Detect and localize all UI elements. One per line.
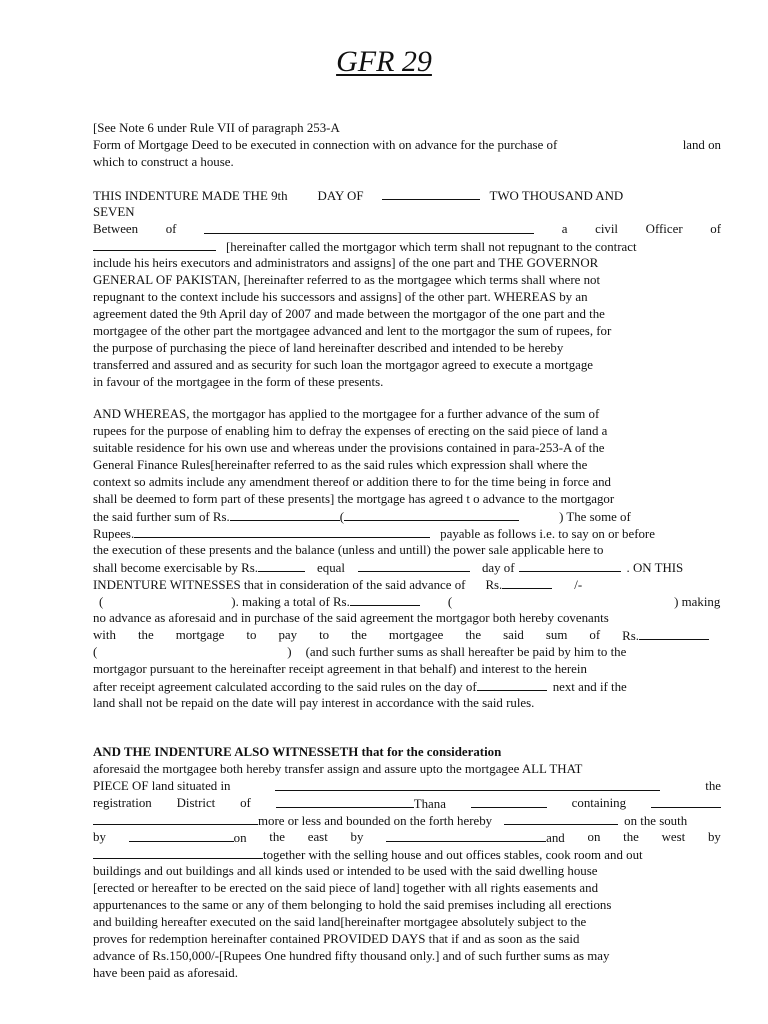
indenture-line: agreement dated the 9th April day of 2007 and made between the mortgagor of the one part and the: [93, 307, 605, 321]
intro-line: which to construct a house.: [93, 155, 234, 169]
witnesseth-line: more or less and bounded on the forth hereby on the south: [93, 812, 721, 830]
whereas-line: shall be deemed to form part of these presents] the mortgage has agreed t o advance to the mortgagor: [93, 492, 615, 506]
east-boundary-blank[interactable]: [386, 829, 546, 842]
witnesseth-line: have been paid as aforesaid.: [93, 966, 238, 980]
witnesseth-line: PIECE OF land situated in the: [93, 779, 721, 793]
whereas-line: AND WHEREAS, the mortgagor has applied to the mortgagee for a further advance of the sum of: [93, 407, 600, 421]
witnesseth-line: appurtenances to the same or any of them belonging to hold the said premises including all erections: [93, 898, 612, 912]
equal-blank[interactable]: [358, 559, 470, 572]
witnesseth-heading: AND THE INDENTURE ALSO WITNESSETH that for the consideration: [93, 745, 502, 759]
indenture-line: include his heirs executors and administrators and assigns] of the one part and THE GOVERNOR: [93, 256, 599, 270]
whereas-line: context so admits include any amendment thereof or addition there to for the time being in force and: [93, 475, 611, 489]
whereas-line: mortgagor pursuant to the hereinafter receipt agreement in that behalf) and interest to the herein: [93, 662, 587, 676]
whereas-line: shall become exercisable by Rs. equal day of . ON THIS: [93, 561, 684, 575]
indenture-line: GENERAL OF PAKISTAN, [hereinafter referred to as the mortgagee which terms shall where not: [93, 273, 601, 287]
installment-blank[interactable]: [258, 559, 305, 572]
indenture-line: the purpose of purchasing the piece of land hereinafter described and intended to be hereby: [93, 341, 564, 355]
whereas-line: no advance as aforesaid and in purchase of the said agreement the mortgagor both hereby covenants: [93, 611, 609, 625]
day-blank[interactable]: [382, 187, 480, 200]
document-title: GFR 29: [336, 45, 432, 78]
advance-blank[interactable]: [502, 576, 552, 589]
intro-line: [See Note 6 under Rule VII of paragraph 253-A: [93, 121, 340, 135]
witnesseth-line: advance of Rs.150,000/-[Rupees One hundred fifty thousand only.] and of such further sums as may: [93, 949, 610, 963]
witnesseth-line: together with the selling house and out offices stables, cook room and out: [93, 846, 721, 864]
whereas-line: with the mortgage to pay to the mortgagee the said sum of Rs.: [93, 627, 721, 645]
indenture-line: SEVEN: [93, 205, 135, 219]
indenture-line: repugnant to the context include his successors and assigns] of the other part. WHEREAS by an: [93, 290, 588, 304]
witnesseth-line: aforesaid the mortgagee both hereby transfer assign and assure upto the mortgagee ALL THAT: [93, 762, 583, 776]
whereas-line: rupees for the purpose of enabling him to defray the expenses of erecting on the said piece of land a: [93, 424, 608, 438]
situated-in-blank[interactable]: [275, 778, 660, 791]
whereas-line: General Finance Rules[hereinafter referred to as the said rules which expression shall where the: [93, 458, 588, 472]
indenture-line: mortgagee of the other part the mortgagee advanced and lent to the mortgagor the sum of rupees, for: [93, 324, 612, 338]
indenture-line: THIS INDENTURE MADE THE 9th DAY OF TWO THOUSAND AND: [93, 189, 624, 203]
whereas-line: land shall not be repaid on the date will pay interest in accordance with the said rules.: [93, 696, 535, 710]
area-blank[interactable]: [93, 812, 258, 825]
whereas-line: the execution of these presents and the balance (unless and untill) the power sale applicable here to: [93, 543, 604, 557]
witnesseth-line: by on the east by and on the west by: [93, 830, 721, 845]
mortgagor-name-blank[interactable]: [204, 221, 534, 234]
whereas-line: Rupees. payable as follows i.e. to say on or before: [93, 527, 655, 541]
witnesseth-line: and building hereafter executed on the said land[hereinafter mortgagee absolutely subject to the: [93, 915, 587, 929]
rupees-blank[interactable]: [134, 525, 430, 538]
whereas-line: after receipt agreement calculated according to the said rules on the day of next and if the: [93, 680, 627, 694]
indenture-line: transferred and assured and as security for such loan the mortgagor agreed to execute a mortgage: [93, 358, 594, 372]
indenture-line: in favour of the mortgagee in the form of these presents.: [93, 375, 384, 389]
containing-blank[interactable]: [651, 795, 721, 808]
further-sum-words-blank[interactable]: [344, 508, 519, 521]
south-boundary-blank[interactable]: [129, 829, 234, 842]
whereas-line: ( ). making a total of Rs. ( ) making: [99, 595, 721, 609]
sum-blank[interactable]: [639, 627, 709, 640]
witnesseth-line: buildings and out buildings and all kinds used or intended to be used with the said dwelling house: [93, 864, 598, 878]
intro-line: Form of Mortgage Deed to be executed in connection with on advance for the purchase of land on: [93, 138, 721, 152]
north-boundary-blank[interactable]: [504, 812, 618, 825]
whereas-line: INDENTURE WITNESSES that in consideration of the said advance of Rs. /-: [93, 578, 583, 592]
witnesseth-line: [erected or hereafter to be erected on the said piece of land] together with all rights easements and: [93, 881, 599, 895]
thana-blank[interactable]: [471, 795, 547, 808]
whereas-line: the said further sum of Rs. ( ) The some of: [93, 510, 631, 524]
further-sum-blank[interactable]: [230, 508, 340, 521]
witnesseth-line: proves for redemption hereinafter contained PROVIDED DAYS that if and as soon as the said: [93, 932, 580, 946]
total-blank[interactable]: [350, 593, 420, 606]
office-blank[interactable]: [93, 238, 216, 251]
whereas-line: suitable residence for his own use and whereas under the provisions contained in para-253-A of the: [93, 441, 605, 455]
indenture-line: Between of a civil Officer of: [93, 222, 721, 236]
day-of-next-blank[interactable]: [477, 678, 547, 691]
day-of-blank[interactable]: [519, 559, 621, 572]
whereas-line: ( ) (and such further sums as shall hereafter be paid by him to the: [93, 645, 627, 659]
indenture-line: [hereinafter called the mortgagor which term shall not repugnant to the contract: [93, 238, 721, 256]
west-boundary-blank[interactable]: [93, 846, 263, 859]
district-blank[interactable]: [276, 795, 414, 808]
witnesseth-line: registration District of Thana containing: [93, 795, 721, 813]
